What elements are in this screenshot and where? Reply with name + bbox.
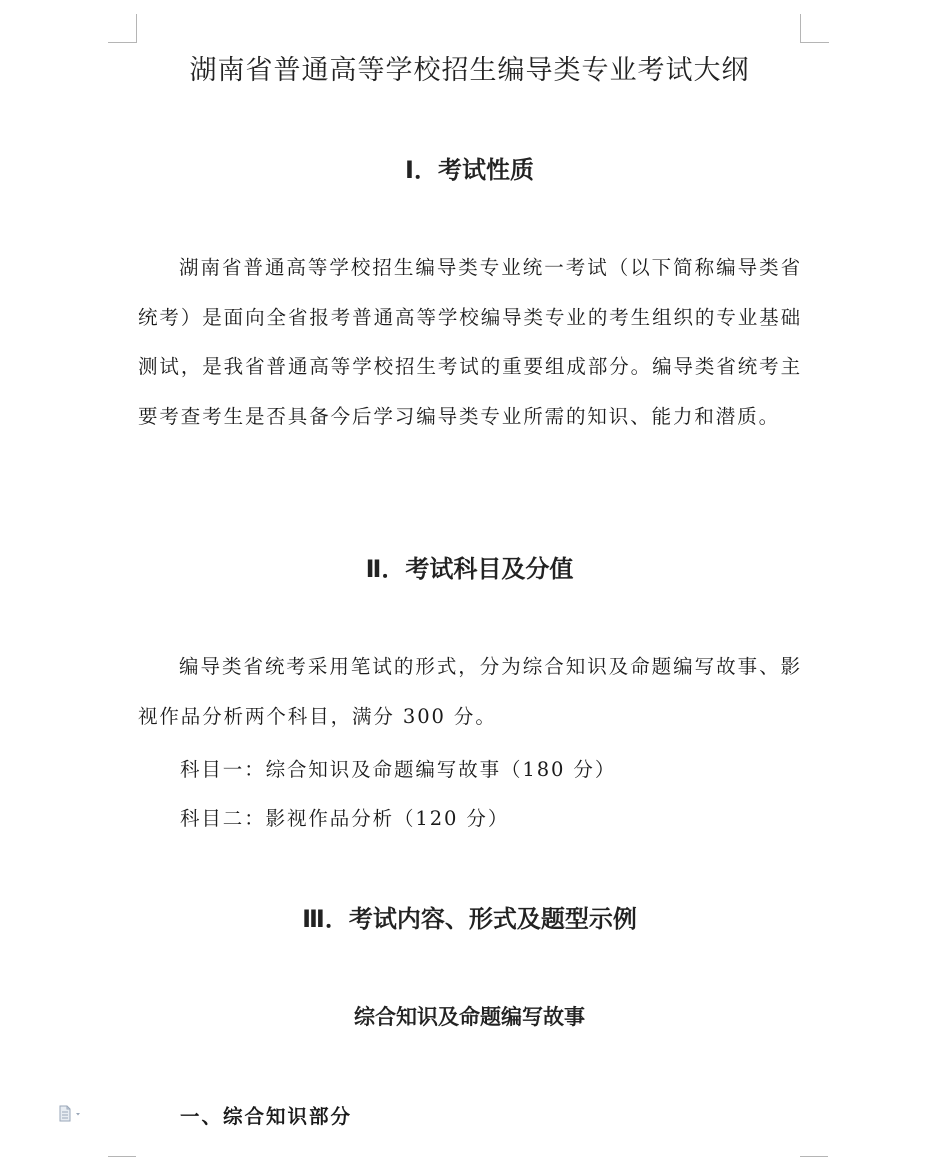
section-3-heading: Ⅲ．考试内容、形式及题型示例 bbox=[302, 905, 637, 933]
section-3-subheading: 综合知识及命题编写故事 bbox=[354, 1005, 585, 1029]
section-1-paragraph: 湖南省普通高等学校招生编导类专业统一考试（以下简称编导类省统考）是面向全省报考普通高等学校编导类专业的考生组织的专业基础测试，是我省普通高等学校招生考试的重要组成部分。编导类省统考主要考查考生是否具备今后学习编导类专业所需的知识、能力和潜质。 bbox=[138, 256, 802, 428]
crop-mark-bottom-left bbox=[108, 1156, 136, 1160]
section-2-heading: Ⅱ．考试科目及分值 bbox=[365, 555, 574, 583]
section-2-paragraph: 编导类省统考采用笔试的形式，分为综合知识及命题编写故事、影视作品分析两个科目，满分 300 分。 bbox=[138, 655, 802, 728]
subject-1-line: 科目一：综合知识及命题编写故事（180 分） bbox=[180, 758, 617, 781]
part-1-heading: 一、综合知识部分 bbox=[180, 1105, 353, 1128]
crop-mark-top-left bbox=[108, 14, 137, 43]
subject-2-line: 科目二：影视作品分析（120 分） bbox=[180, 807, 510, 830]
crop-mark-top-right bbox=[800, 14, 829, 43]
section-1-heading: Ⅰ．考试性质 bbox=[405, 156, 534, 184]
crop-mark-bottom-right bbox=[800, 1156, 828, 1160]
document-options-icon[interactable] bbox=[58, 1105, 86, 1123]
document-title: 湖南省普通高等学校招生编导类专业考试大纲 bbox=[189, 55, 750, 86]
